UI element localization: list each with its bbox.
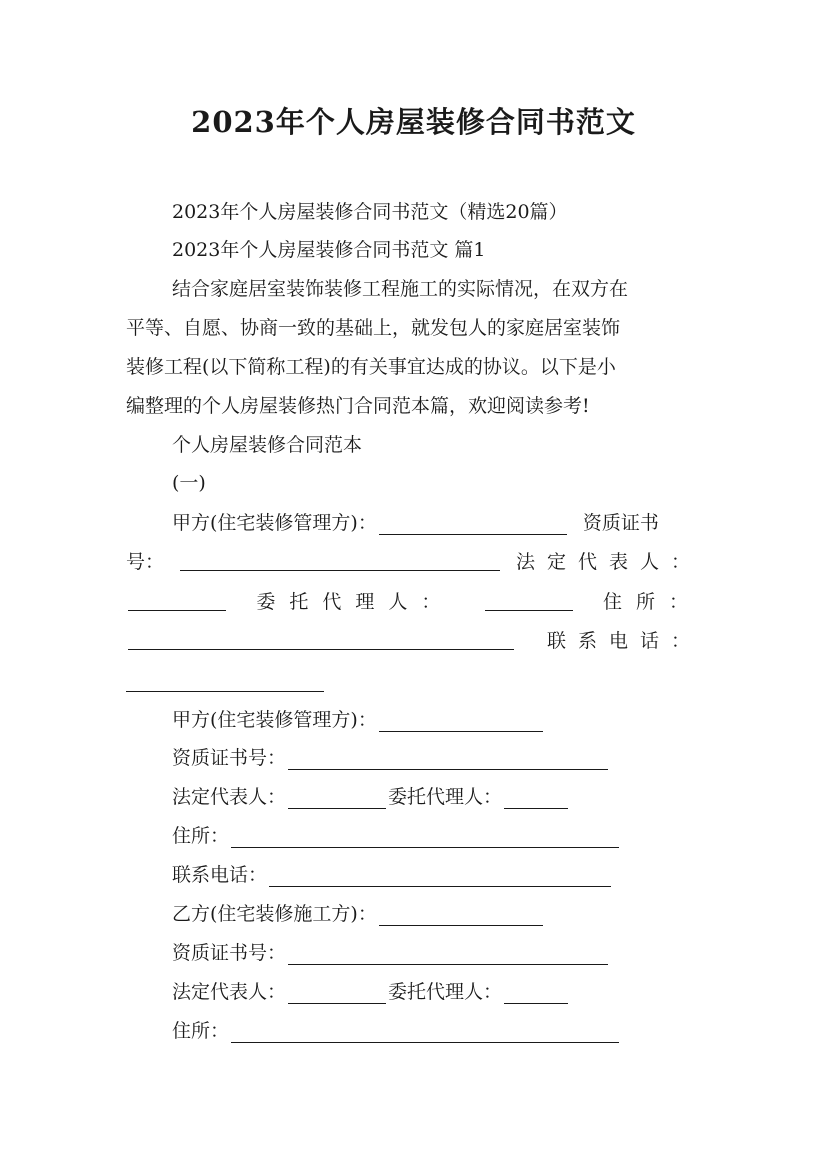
address-label: 住所： xyxy=(172,825,230,847)
cert-blank[interactable] xyxy=(180,550,500,571)
agent-blank[interactable] xyxy=(504,788,568,809)
paragraph-line: 装修工程(以下简称工程)的有关事宜达成的协议。以下是小 xyxy=(126,356,616,378)
form-row xyxy=(172,863,613,887)
legal-rep-blank[interactable] xyxy=(288,788,386,809)
sample-number: (一) xyxy=(172,472,206,494)
form-row xyxy=(172,980,570,1004)
agent-label: 委托代理人： xyxy=(256,591,455,613)
cert-label-b: 号： xyxy=(126,551,165,573)
address-blank[interactable] xyxy=(231,1022,619,1043)
address-blank[interactable] xyxy=(231,827,619,848)
agent-label: 委托代理人： xyxy=(388,786,503,808)
address-blank[interactable] xyxy=(128,629,514,650)
phone-label: 联系电话： xyxy=(172,864,268,886)
phone-blank[interactable] xyxy=(269,866,611,887)
form-row xyxy=(172,941,610,965)
cert-blank[interactable] xyxy=(288,749,608,770)
form-row xyxy=(172,1019,621,1043)
party-a-blank[interactable] xyxy=(379,711,543,732)
cert-label: 资质证书号： xyxy=(172,942,287,964)
paragraph-line: 结合家庭居室装饰装修工程施工的实际情况，在双方在 xyxy=(172,278,629,300)
legal-rep-blank[interactable] xyxy=(128,590,226,611)
inline-row xyxy=(126,629,702,653)
paragraph-line: 平等、自愿、协商一致的基础上，就发包人的家庭居室装饰 xyxy=(126,317,621,339)
sample-title: 个人房屋装修合同范本 xyxy=(172,434,363,456)
address-label: 住所： xyxy=(172,1020,230,1042)
party-b-blank[interactable] xyxy=(379,905,543,926)
inline-row xyxy=(126,590,702,614)
agent-label: 委托代理人： xyxy=(388,981,503,1003)
phone-label: 联系电话： xyxy=(546,630,702,652)
form-row xyxy=(172,708,545,732)
party-a-label: 甲方(住宅装修管理方)： xyxy=(172,512,377,534)
document-title: 2023年个人房屋装修合同书范文 xyxy=(191,105,636,139)
cert-label-a: 资质证书 xyxy=(582,512,659,534)
paragraph-line: 编整理的个人房屋装修热门合同范本篇，欢迎阅读参考! xyxy=(126,395,590,417)
form-row xyxy=(172,746,610,770)
inline-row xyxy=(126,668,326,692)
form-row xyxy=(172,824,621,848)
inline-row xyxy=(126,550,702,574)
party-b-label: 乙方(住宅装修施工方)： xyxy=(172,903,377,925)
legal-rep-label: 法定代表人： xyxy=(172,786,287,808)
subtitle: 2023年个人房屋装修合同书范文（精选20篇） xyxy=(172,201,568,223)
legal-rep-label: 法定代表人： xyxy=(172,981,287,1003)
party-a-label: 甲方(住宅装修管理方)： xyxy=(172,709,377,731)
cert-blank[interactable] xyxy=(288,944,608,965)
address-label: 住所： xyxy=(602,591,702,613)
inline-row xyxy=(172,511,659,535)
agent-blank[interactable] xyxy=(504,983,568,1004)
agent-blank[interactable] xyxy=(485,590,573,611)
legal-rep-label: 法定代表人： xyxy=(515,551,702,573)
section-heading: 2023年个人房屋装修合同书范文 篇1 xyxy=(172,239,486,261)
legal-rep-blank[interactable] xyxy=(288,983,386,1004)
form-row xyxy=(172,785,570,809)
party-a-blank[interactable] xyxy=(379,514,567,535)
form-row xyxy=(172,902,545,926)
phone-blank[interactable] xyxy=(126,671,324,692)
cert-label: 资质证书号： xyxy=(172,747,287,769)
